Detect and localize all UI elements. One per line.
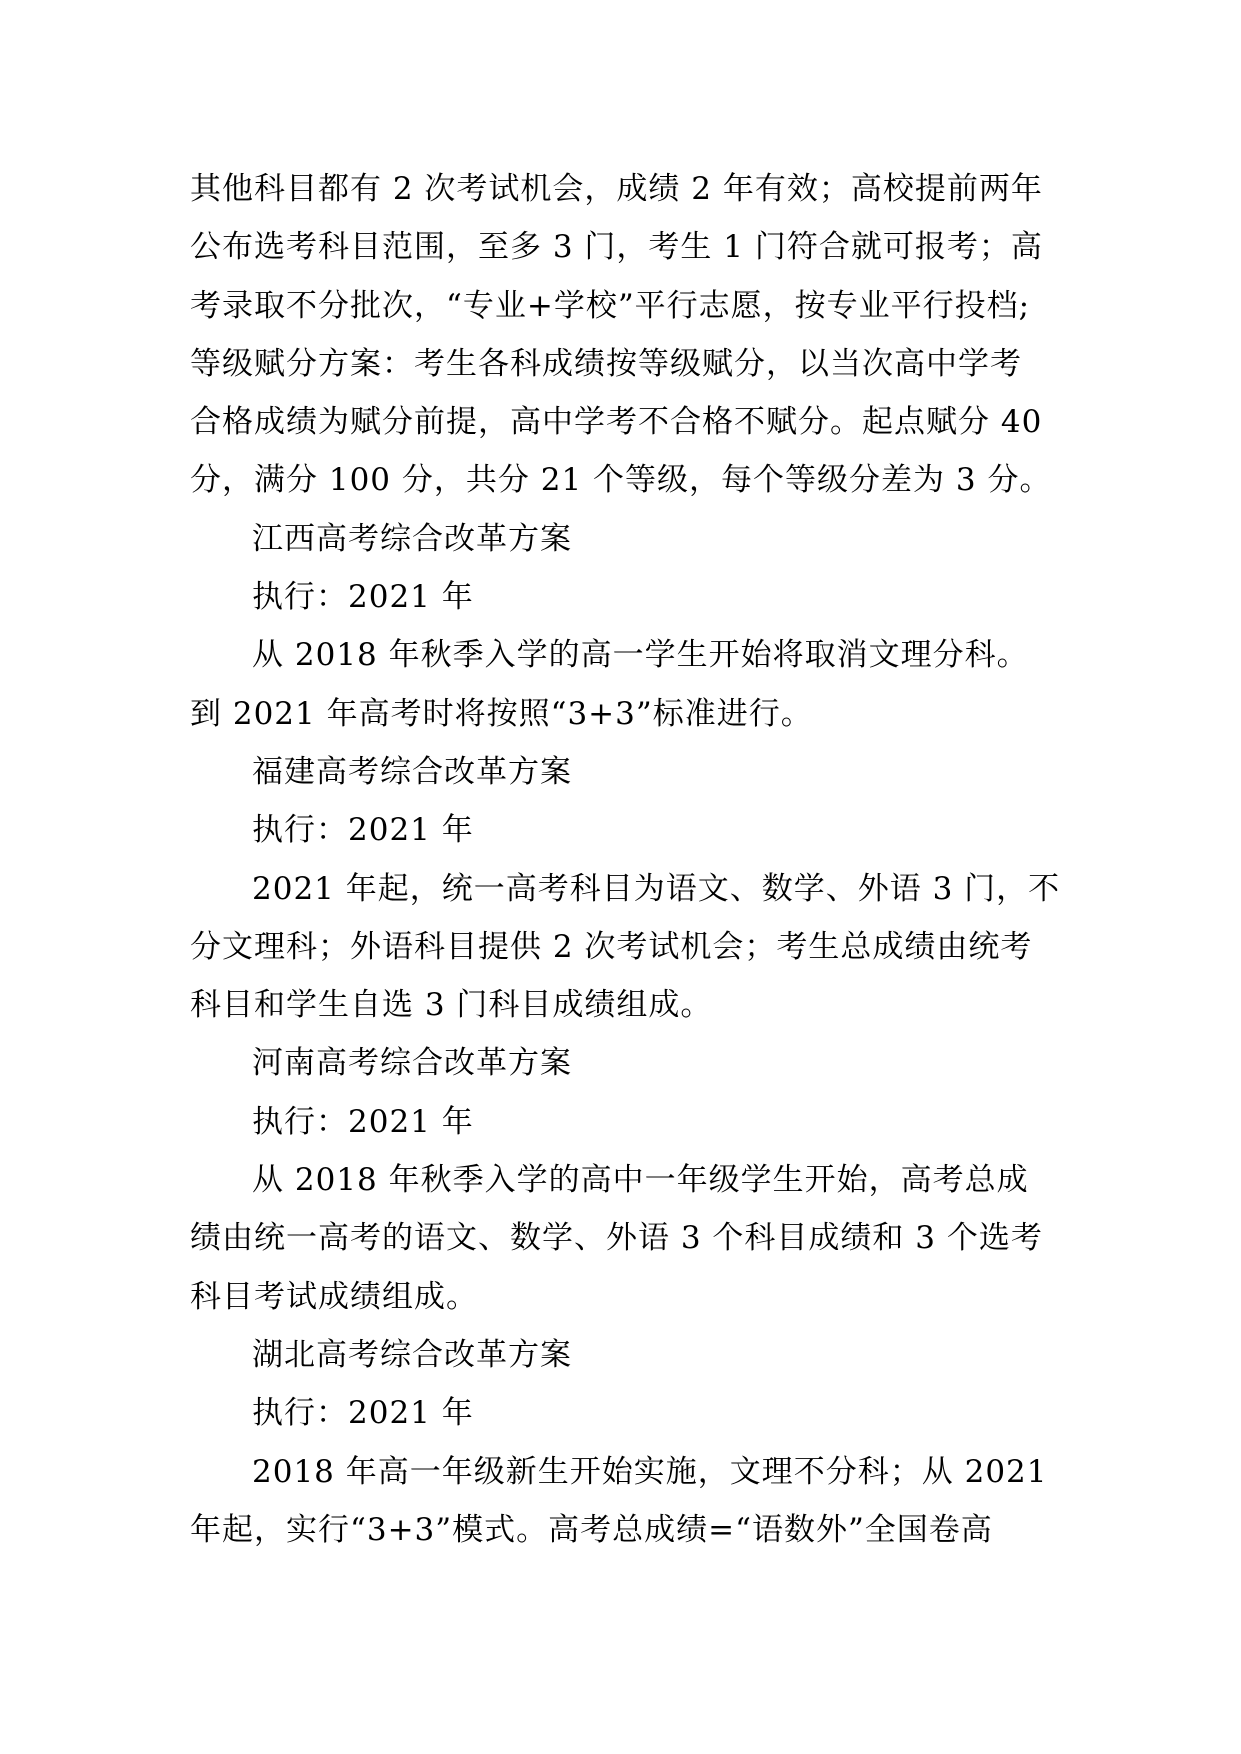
text-line: 2018 年高一年级新生开始实施，文理不分科；从 2021 (252, 1453, 1048, 1490)
text-line: 湖北高考综合改革方案 (252, 1336, 572, 1373)
text-line: 江西高考综合改革方案 (252, 520, 572, 557)
text-line: 年起，实行“3+3”模式。高考总成绩=“语数外”全国卷高 (190, 1511, 993, 1548)
text-line: 从 2018 年秋季入学的高一学生开始将取消文理分科。 (252, 637, 1029, 674)
text-line: 执行：2021 年 (252, 1395, 474, 1432)
text-line: 2021 年起，统一高考科目为语文、数学、外语 3 门，不 (252, 870, 1061, 907)
text-line: 分，满分 100 分，共分 21 个等级，每个等级分差为 3 分。 (190, 462, 1052, 499)
text-line: 到 2021 年高考时将按照“3+3”标准进行。 (190, 695, 813, 732)
text-line: 等级赋分方案：考生各科成绩按等级赋分，以当次高中学考 (190, 345, 1022, 382)
text-line: 河南高考综合改革方案 (252, 1045, 572, 1082)
body-text (190, 160, 1061, 1559)
text-line: 科目考试成绩组成。 (190, 1278, 478, 1315)
text-line: 其他科目都有 2 次考试机会，成绩 2 年有效；高校提前两年 (190, 171, 1043, 207)
text-line: 公布选考科目范围，至多 3 门，考生 1 门符合就可报考；高 (190, 229, 1043, 266)
text-line: 绩由统一高考的语文、数学、外语 3 个科目成绩和 3 个选考 (190, 1220, 1043, 1257)
text-line: 考录取不分批次，“专业+学校”平行志愿，按专业平行投档; (190, 287, 1031, 324)
text-line: 执行：2021 年 (252, 812, 474, 849)
text-line: 福建高考综合改革方案 (252, 753, 572, 790)
text-line: 科目和学生自选 3 门科目成绩组成。 (190, 987, 713, 1024)
text-line: 从 2018 年秋季入学的高中一年级学生开始，高考总成 (252, 1162, 1029, 1199)
text-line: 执行：2021 年 (252, 579, 474, 616)
text-line: 合格成绩为赋分前提，高中学考不合格不赋分。起点赋分 40 (190, 404, 1043, 441)
text-line: 执行：2021 年 (252, 1103, 474, 1140)
text-line: 分文理科；外语科目提供 2 次考试机会；考生总成绩由统考 (190, 928, 1033, 965)
